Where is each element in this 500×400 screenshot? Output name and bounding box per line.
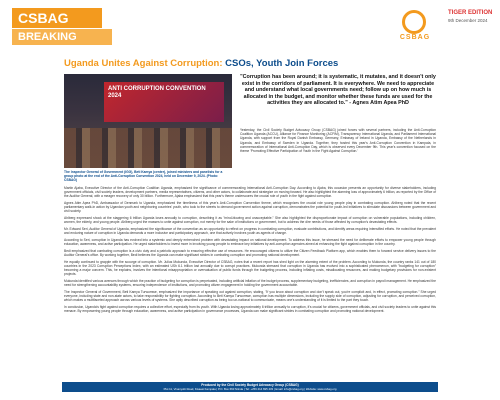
body-paragraph: In conclusion, Uganda's fight against corruption requires a collective effort, especially from its youth. With Uganda losing approximately 6 trillion annually to corruption, it's crucial for citizens, government officials, and civil society leaders to unite against this menace. By empowering young people through education, awareness, and active participation in governance processes, Uganda can make significant strides in combating corruption and promoting national development. bbox=[64, 305, 436, 314]
lead-paragraph: Yesterday, the Civil Society Budget Advocacy Group (CSBAG) joined forces with several partners, including the Anti-Corruption Coalition Uganda (ACCU), Alliance for Finance Monitoring (ACFIM), Transparency International Uganda, and Parliament International Uganda, with support from the Royal Danish Embassy, Germany, Embassy of Ireland in Uganda, Embassy of the Netherlands in Uganda, and Embassy of Sweden in Uganda. Together, they hosted this year's Anti-Corruption Convention in Kampala, in commemoration of International Anti-Corruption Day, which is observed every December 9th. This year's convention focused on the theme 'Promoting Effective Participation of Youth in the Fight Against Corruption.' bbox=[240, 128, 436, 154]
title-part2: CSOs, Youth Join Forces bbox=[222, 58, 339, 69]
body-paragraph: Mr. Edward Seri, Auditor General of Uganda, emphasized the significance of the convention as an opportunity to reflect on progress in combating corruption, evaluate contributions, and identify areas requiring intensified efforts. He noted that the prevalent and enduring nature of corruption in Uganda demands a more inclusive and participatory approach, one that actively involves youth as agents of change. bbox=[64, 227, 436, 236]
edition-label: TIGER EDITION bbox=[448, 10, 493, 16]
group-photo-people bbox=[64, 128, 232, 168]
body-paragraph: He equally continued to grapple with the scourge of corruption. Mr. Julius Mukunda, Executive Director of CSBAG, notes that a recent report has shed light on the alarming extent of the problem. According to Mukunda, the country ranks 141 out of 180 countries in the 2023 Corruption Perceptions Index, with an estimated USh 6.1 trillion lost annually due to corrupt practices. Mukunda stressed that corruption in Uganda has evolved into a sophisticated phenomenon, with "budgeting for corruption" becoming a major concern. This, he explains, involves the intentional misappropriation or overvaluation of public funds through the budgeting process, including inflating costs, misallocating resources, and making budgetary provisions for non-existent projects. bbox=[64, 260, 436, 277]
pull-quote: "Corruption has been around; it is systematic, it mutates, and it doesn't only exist in the corridors of parliament. It is everywhere. We need to appreciate and understand what local governments need; follow up on how much is allocated in the budget, and monitor whether these funds are used for the activities they are allocated to." - Agnes Atim Apea PhD bbox=[240, 74, 436, 107]
brand-title: CSBAG bbox=[12, 8, 102, 28]
photo-caption: The Inspector General of Government (IGG), Beti Kamya (center), joined ministers and panelists for a group photo at the end of the Anti-Corruption Convention 2024, held on December 9, 2024. (Photo: CSBAG) bbox=[64, 170, 223, 182]
article-body bbox=[64, 186, 436, 316]
newsletter-header bbox=[0, 0, 500, 59]
body-paragraph: Agnes Atim Apea PhD, Ambassador of Denmark to Uganda, emphasized the timeliness of this year's Anti-Corruption Convention theme, which recognizes the crucial role young people play in combating corruption. Ahlberg noted that the recent parliamentary walk-in action by Ugandan youth and neighboring countries' youth, who took to the streets to demand government action against corruption, demonstrates the potential for youth-led initiatives to stimulate discussions between government and civil society. bbox=[64, 201, 436, 214]
newsletter-footer bbox=[62, 382, 438, 392]
logo-ring-icon bbox=[402, 10, 426, 34]
body-paragraph: Bedi emphasized that combating corruption is a civic duty and a patriotic approach to ensuring effective use of resources. He encouraged citizens to utilize the Citizen Feedback Platform app, which enables them to forward service delivery issues to the Auditor General's office. By working together, Bedi believes the Uganda can make significant strides in combating corruption and promoting national development. bbox=[64, 249, 436, 258]
csbag-logo bbox=[392, 6, 438, 44]
body-paragraph: Mukunda identified various avenues through which the practice of budgeting for corruption is perpetuated, including artificial inflation of the budget process, supplementary budgeting, inefficiencies, and corruption in payroll management. He emphasized the need for strengthening accountability systems, ensuring independence of institutions, and promoting citizen engagement in holding the government accountable. bbox=[64, 279, 436, 288]
edition-date: 9th December 2024 bbox=[448, 18, 488, 23]
body-paragraph: According to Seri, corruption in Uganda has evolved into a systemic and deeply entrenched problem with devastating impact on national development. To address this issue, he stressed the need for deliberate efforts to empower young people through education, awareness, and active participation. He urged stakeholders to invest more in involving young people to embrace key initiatives by anti-corruption agencies aimed at enhancing the fight against corruption in the country. bbox=[64, 238, 436, 247]
footer-contact: Plot 11, Vinanyobi Road, Kisaasi Kampala | P.O. Box 660 Ntinda | Tel: +256 414 695 433 | Email: info@csbag.org | Website: www.csbag.org bbox=[163, 387, 337, 391]
body-paragraph: Ahlberg expressed shock at the staggering 6 trillion Uganda loses annually to corruption, describing it as "mind-blowing and unacceptable." She also highlighted the disproportionate impact of corruption on vulnerable populations, including children, women, the elderly, and young people. Ahlberg urged the masses to unite against corruption, not merely for the sake of institutions or government, but to address the dire needs of those affected by corruption's devastating effects. bbox=[64, 216, 436, 225]
breaking-news-label: BREAKING NEWS bbox=[12, 29, 112, 45]
body-paragraph: The Inspector General of Government, Beti Kamya Turwomwe, emphasized the importance of speaking out against corruption, stating, "If you know about corruption and don't speak out, you're complicit and, in effect, promoting corruption." She urged everyone, including state and non-state actors, to take responsibility for fighting corruption. According to Beti Kamya Turwomwe, corruption has multiple dimensions, including the supply side of corruption, adjusting for corruption, and perceived corruption, which makes a multifaceted approach across various levels of systems. She aptly described corruption as being too un-national to communicate, means one's understanding of it is limited to the part they touch. bbox=[64, 290, 436, 303]
article-photo bbox=[64, 74, 232, 168]
footer-producer: Produced by the Civil Society Budget Advocacy Group (CSBAG) bbox=[201, 383, 299, 387]
convention-banner-text: ANTI CORRUPTION CONVENTION 2024 bbox=[108, 86, 206, 99]
logo-text: CSBAG bbox=[399, 34, 431, 41]
article-title bbox=[64, 58, 484, 69]
title-part1: Uganda Unites Against Corruption: bbox=[64, 58, 223, 69]
body-paragraph: Martin Ajaba, Executive Director of the Anti-Corruption Coalition Uganda, emphasized the significance of commemorating International Anti-Corruption Day. According to Ajaba, this occasion presents an opportunity for diverse stakeholders, including government officials, civil society leaders, development partners, media representatives, citizens, and other actors, to collaborate and strategize on moving forward. He also highlighted the alarming loss of approximately 6 trillion, as reported by the Office of the Auditor General, with a meager recovery of only 30 billion. Furthermore, Ajaba emphasized that this year's theme underscores the crucial role of youth in the fight against corruption. bbox=[64, 186, 436, 199]
